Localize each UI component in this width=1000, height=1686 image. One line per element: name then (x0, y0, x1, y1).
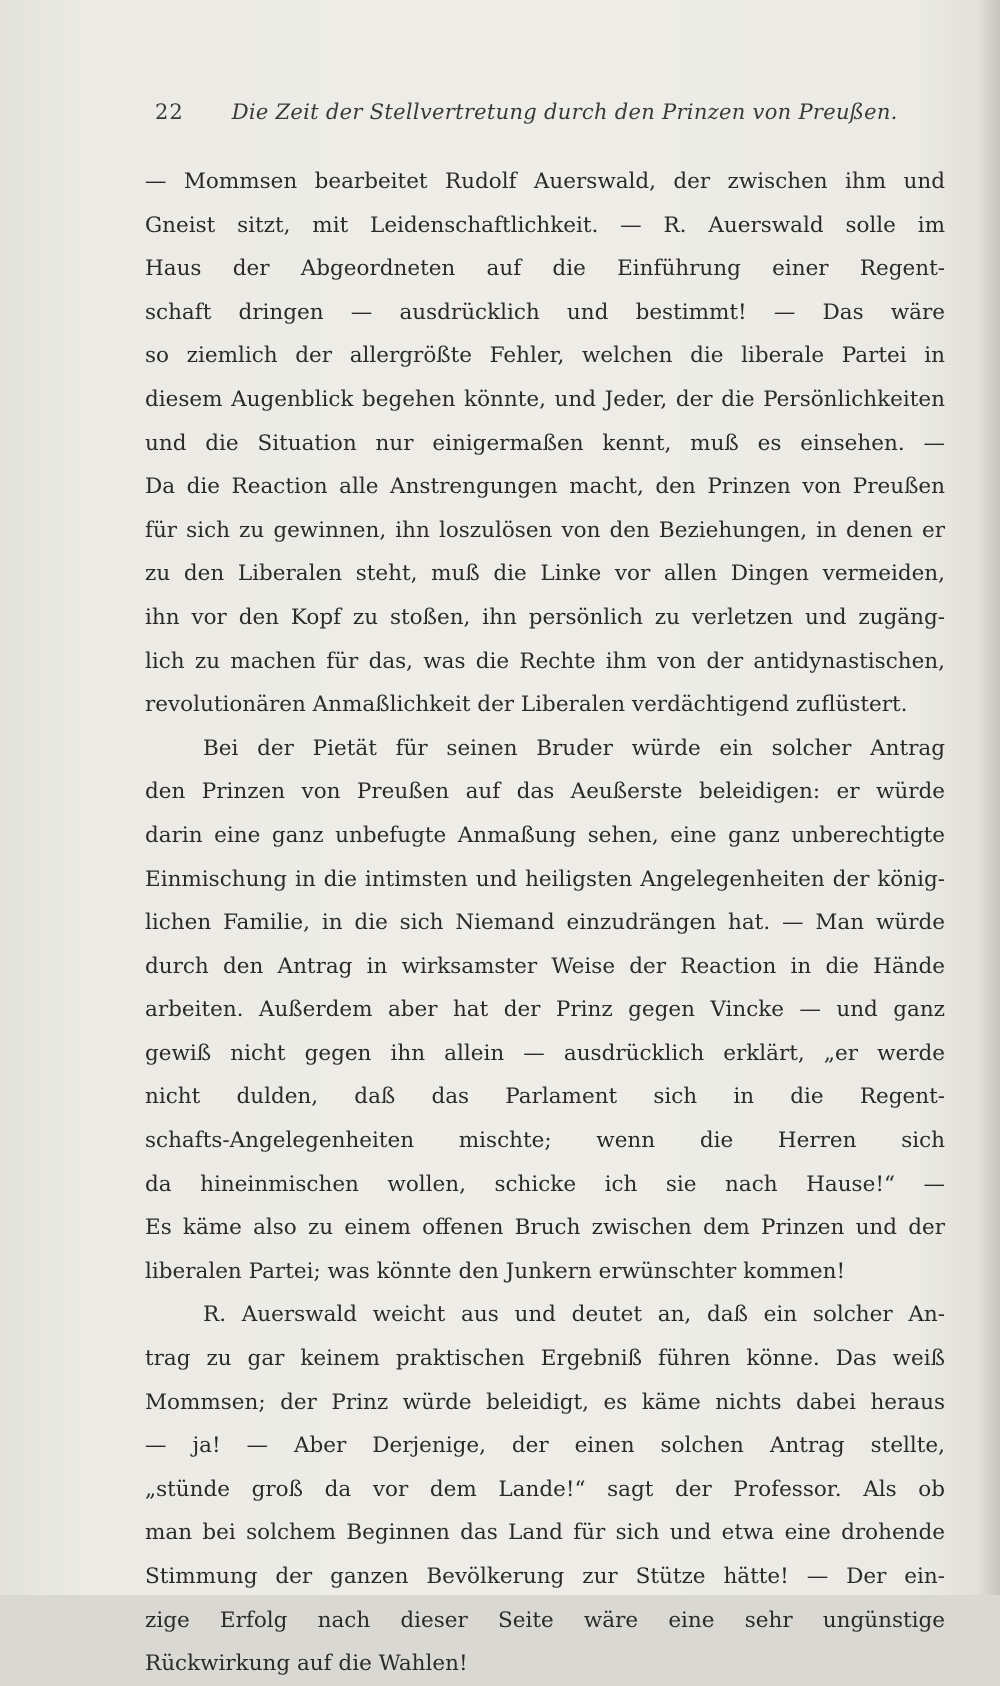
text-line: schaft dringen — ausdrücklich und bestimmt! — Das wäre (145, 299, 945, 325)
text-line: liberalen Partei; was könnte den Junkern erwünschter kommen! (145, 1258, 846, 1284)
text-line: Haus der Abgeordneten auf die Einführung einer Regent- (145, 256, 945, 282)
text-line: Mommsen; der Prinz würde beleidigt, es käme nichts dabei heraus (145, 1389, 945, 1415)
text-line: lich zu machen für das, was die Rechte ihm von der antidynastischen, (145, 648, 945, 674)
text-line: Da die Reaction alle Anstrengungen macht, den Prinzen von Preußen (145, 474, 945, 500)
text-line: zu den Liberalen steht, muß die Linke vor allen Dingen vermeiden, (145, 561, 945, 587)
text-line: gewiß nicht gegen ihn allein — ausdrücklich erklärt, „er werde (145, 1040, 945, 1066)
running-head: Die Zeit der Stellvertretung durch den Prinzen von Preußen. (231, 100, 898, 124)
text-line: Es käme also zu einem offenen Bruch zwischen dem Prinzen und der (145, 1215, 945, 1241)
page-edge-shadow (978, 0, 1000, 1595)
text-line: — Mommsen bearbeitet Rudolf Auerswald, der zwischen ihm und (145, 169, 945, 194)
text-line: den Prinzen von Preußen auf das Aeußerste beleidigen: er würde (145, 779, 945, 805)
text-line: diesem Augenblick begehen könnte, und Jeder, der die Persönlichkeiten (145, 386, 945, 412)
text-line: arbeiten. Außerdem aber hat der Prinz gegen Vincke — und ganz (145, 997, 945, 1023)
text-line: da hineinmischen wollen, schicke ich sie nach Hause!“ — (145, 1171, 945, 1197)
text-line: ihn vor den Kopf zu stoßen, ihn persönlich zu verletzen und zugäng- (145, 604, 945, 630)
text-line: für sich zu gewinnen, ihn loszulösen von den Beziehungen, in denen er (145, 517, 945, 543)
text-line: zige Erfolg nach dieser Seite wäre eine sehr ungünstige (145, 1607, 945, 1633)
paragraph-start-line: R. Auerswald weicht aus und deutet an, daß ein solcher An- (203, 1302, 945, 1328)
text-line: man bei solchem Beginnen das Land für sich und etwa eine drohende (145, 1520, 945, 1546)
text-line: revolutionären Anmaßlichkeit der Liberalen verdächtigend zuflüstert. (145, 692, 908, 718)
text-line: durch den Antrag in wirksamster Weise der Reaction in die Hände (145, 953, 945, 979)
text-line: Gneist sitzt, mit Leidenschaftlichkeit. — R. Auerswald solle im (145, 212, 945, 238)
text-line: Einmischung in die intimsten und heiligsten Angelegenheiten der könig- (145, 866, 945, 892)
text-line: und die Situation nur einigermaßen kennt, muß es einsehen. — (145, 430, 945, 456)
paragraph-start-line: Bei der Pietät für seinen Bruder würde ein solcher Antrag (203, 735, 945, 761)
text-line: — ja! — Aber Derjenige, der einen solchen Antrag stellte, (145, 1433, 945, 1459)
text-line: trag zu gar keinem praktischen Ergebniß führen könne. Das weiß (145, 1346, 945, 1372)
text-line: so ziemlich der allergrößte Fehler, welchen die liberale Partei in (145, 343, 945, 369)
body-text (145, 160, 945, 1686)
text-line: schafts-Angelegenheiten mischte; wenn die Herren sich (145, 1128, 945, 1154)
page-number: 22 (155, 100, 184, 124)
page-header (155, 100, 898, 124)
text-line: lichen Familie, in die sich Niemand einzudrängen hat. — Man würde (145, 910, 945, 936)
text-line: Stimmung der ganzen Bevölkerung zur Stütze hätte! — Der ein- (145, 1564, 945, 1589)
text-line: nicht dulden, daß das Parlament sich in die Regent- (145, 1084, 945, 1110)
text-line: Rückwirkung auf die Wahlen! (145, 1651, 468, 1677)
text-line: darin eine ganz unbefugte Anmaßung sehen, eine ganz unberechtigte (145, 822, 945, 848)
text-line: „stünde groß da vor dem Lande!“ sagt der Professor. Als ob (145, 1476, 945, 1502)
